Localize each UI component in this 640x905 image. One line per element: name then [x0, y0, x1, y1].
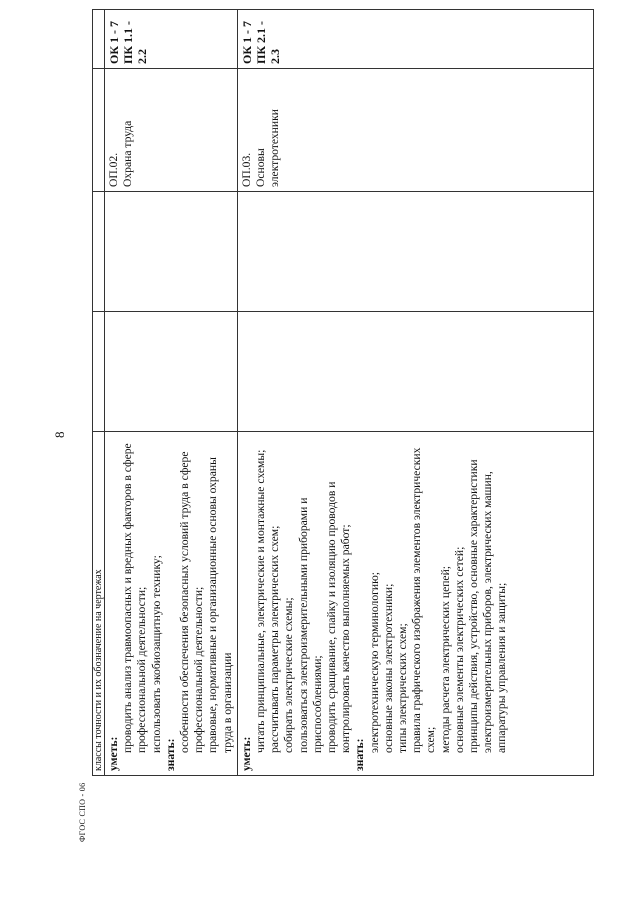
table-cell: [93, 192, 105, 312]
skill-item: рассчитывать параметры электрических схем;: [268, 525, 282, 753]
knowledge-item: основные элементы электрических сетей;: [452, 546, 466, 753]
table-cell: [105, 192, 238, 312]
knowledge-item: типы электрических схем;: [396, 623, 410, 753]
discipline-name: Охрана труда: [121, 120, 135, 187]
skill-item: пользоваться электроизмерительными приборами и приспособлениями;: [296, 497, 324, 753]
discipline-code: ОП.02.: [107, 152, 120, 187]
table-cell: [93, 69, 105, 192]
knowledge-item: правовые, нормативные и организационные основы охраны труда в организации: [206, 457, 234, 753]
competencies-cell: [237, 10, 593, 69]
skill-item: проводить анализ травмоопасных и вредных факторов в сфере профессиональной деятельности;: [121, 443, 149, 753]
table-row: [105, 10, 238, 776]
discipline-cell: [105, 69, 238, 192]
skill-item: проводить сращивание, спайку и изоляцию проводов и контролировать качество выполняемых работ;: [325, 481, 353, 753]
knowledge-heading: знать:: [353, 738, 367, 771]
knowledge-item: принципы действия, устройство, основные характеристики электроизмерительных приборов, электрических машин, аппаратуры управления и защиты;: [467, 459, 509, 753]
discipline-name: Основы электротехники: [254, 109, 282, 187]
continuation-text: классы точности и их обозначение на чертежах: [93, 432, 105, 776]
knowledge-item: методы расчета электрических цепей;: [438, 566, 452, 753]
general-competencies: ОК 1 - 7: [239, 20, 254, 64]
rotated-table-sheet: [92, 10, 594, 776]
table-cell: [93, 10, 105, 69]
skills-heading: уметь:: [239, 736, 253, 771]
table-cell: [93, 312, 105, 432]
table-cell: [237, 312, 593, 432]
knowledge-item: особенности обеспечения безопасных условий труда в сфере профессиональной деятельности;: [178, 451, 206, 753]
discipline-code: ОП.03.: [239, 152, 253, 187]
knowledge-item: правила графического изображения элементов электрических схем;: [410, 447, 438, 753]
skill-item: собирать электрические схемы;: [282, 597, 296, 753]
document-footer: ФГОС СПО - 06: [78, 782, 87, 842]
page-number: 8: [52, 431, 67, 438]
table-cell: [237, 192, 593, 312]
knowledge-heading: знать:: [163, 738, 177, 771]
professional-competencies: ПК 1.1 - 2.2: [121, 20, 149, 64]
curriculum-table: [92, 9, 594, 776]
skills-heading: уметь:: [107, 736, 120, 771]
skill-item: читать принципиальные, электрические и монтажные схемы;: [254, 449, 268, 753]
discipline-cell: [237, 69, 593, 192]
requirements-cell: [237, 432, 593, 776]
skill-item: использовать экобиозащитную технику;: [149, 555, 163, 753]
professional-competencies: ПК 2.1 - 2.3: [253, 20, 282, 64]
requirements-cell: [105, 432, 238, 776]
knowledge-item: основные законы электротехники;: [381, 583, 395, 753]
continuation-row: [93, 10, 105, 776]
general-competencies: ОК 1 - 7: [107, 20, 121, 64]
knowledge-item: электротехническую терминологию;: [367, 572, 381, 753]
table-row: [237, 10, 593, 776]
competencies-cell: [105, 10, 238, 69]
table-cell: [105, 312, 238, 432]
